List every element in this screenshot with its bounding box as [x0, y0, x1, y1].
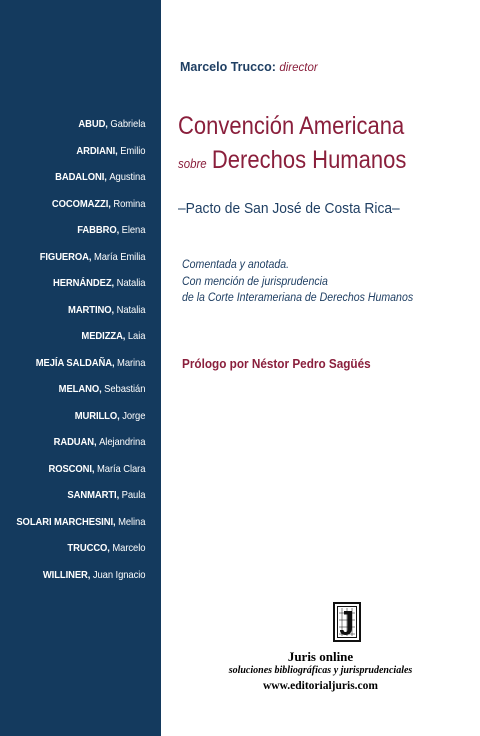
author-given-name: Melina	[117, 515, 145, 528]
author-surname: MEDIZZA,	[81, 330, 125, 342]
description-line: de la Corte Interameriana de Derechos Humanos	[182, 292, 414, 304]
author-given-name: Juan Ignacio	[92, 568, 145, 581]
author-surname: MARTINO,	[67, 303, 114, 316]
author-surname: FIGUEROA,	[39, 250, 92, 263]
author-given-name: Emilio	[119, 144, 145, 157]
author-sidebar	[0, 0, 161, 736]
title-sobre: sobre	[178, 156, 207, 171]
publisher-tagline: soluciones bibliográficas y jurisprudenciales	[228, 665, 413, 676]
author-item	[16, 354, 145, 381]
author-given-name: Romina	[112, 197, 145, 210]
author-item	[16, 486, 145, 513]
author-given-name: María Emilia	[93, 250, 145, 263]
author-item	[16, 168, 145, 195]
author-item	[16, 380, 145, 407]
author-given-name: Sebastián	[103, 383, 145, 395]
author-item	[16, 433, 145, 460]
title-derechos-humanos: Derechos Humanos	[211, 146, 407, 174]
author-surname: ROSCONI,	[48, 462, 95, 475]
director-line	[180, 60, 318, 74]
description-line: Comentada y anotada.	[182, 259, 290, 271]
author-list	[2, 115, 145, 592]
prologue-credit: Prólogo por Néstor Pedro Sagüés	[182, 357, 371, 371]
author-surname: RADUAN,	[53, 436, 97, 448]
author-given-name: Natalia	[116, 277, 145, 289]
director-role: director	[279, 62, 318, 74]
author-surname: SOLARI MARCHESINI,	[15, 515, 116, 528]
author-item	[16, 221, 145, 248]
author-item	[16, 407, 145, 434]
publisher-url: www.editorialjuris.com	[263, 680, 378, 692]
author-item	[16, 195, 145, 222]
book-title-line2	[178, 146, 406, 175]
author-given-name: Gabriela	[109, 118, 145, 130]
author-item	[16, 327, 145, 354]
author-item	[16, 539, 145, 566]
author-surname: SANMARTI,	[67, 489, 119, 501]
author-surname: BADALONI,	[54, 171, 107, 183]
author-given-name: María Clara	[96, 462, 145, 475]
author-surname: COCOMAZZI,	[51, 197, 111, 210]
author-given-name: Alejandrina	[98, 436, 145, 448]
author-given-name: Natalia	[116, 303, 145, 316]
publisher-name: Juris online	[287, 649, 354, 664]
book-description	[182, 257, 413, 307]
author-item	[16, 274, 145, 301]
author-given-name: Agustina	[108, 171, 145, 183]
author-surname: ABUD,	[77, 118, 108, 130]
author-surname: HERNÁNDEZ,	[52, 277, 114, 289]
author-item	[16, 301, 145, 328]
author-given-name: Elena	[121, 224, 145, 236]
author-item	[16, 566, 145, 593]
author-given-name: Laia	[127, 330, 145, 342]
juris-logo-icon	[333, 602, 361, 642]
author-given-name: Marcelo	[112, 542, 145, 554]
author-surname: WILLINER,	[42, 568, 90, 581]
author-given-name: Paula	[121, 489, 145, 501]
author-surname: MELANO,	[58, 383, 102, 395]
author-surname: MEJÍA SALDAÑA,	[35, 356, 115, 369]
director-name: Marcelo Trucco:	[180, 60, 276, 74]
description-line: Con mención de jurisprudencia	[182, 275, 328, 288]
author-surname: MURILLO,	[74, 409, 120, 422]
author-item	[16, 248, 145, 275]
juris-j-logo-icon	[335, 604, 359, 640]
book-title-line1: Convención Americana	[178, 112, 405, 140]
author-surname: ARDIANI,	[75, 144, 118, 157]
author-item	[16, 513, 145, 540]
book-subtitle: –Pacto de San José de Costa Rica–	[178, 200, 400, 217]
author-item	[16, 460, 145, 487]
author-surname: FABBRO,	[76, 224, 119, 236]
author-given-name: Jorge	[121, 409, 145, 422]
author-given-name: Marina	[116, 356, 145, 369]
author-surname: TRUCCO,	[67, 542, 110, 554]
author-item	[16, 115, 145, 142]
author-item	[16, 142, 145, 169]
